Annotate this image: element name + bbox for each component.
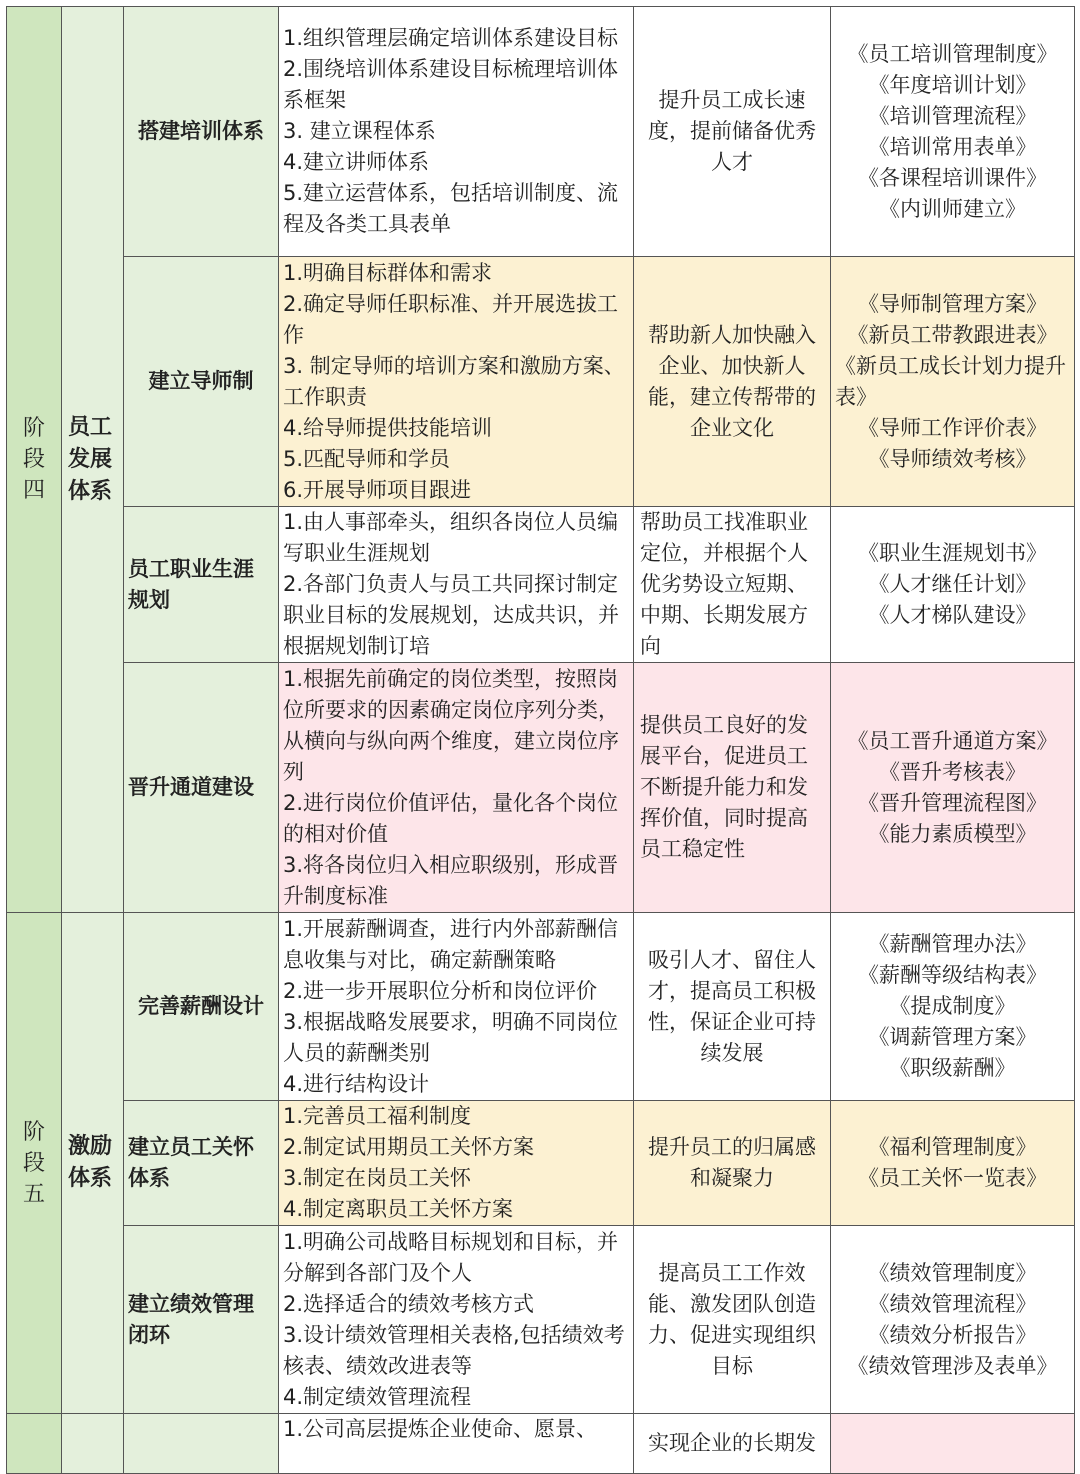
goal-cell: 提升员工成长速度，提前储备优秀人才 [634,7,831,257]
steps-cell: 1.完善员工福利制度 2.制定试用期员工关怀方案 3.制定在岗员工关怀 4.制定离职员工关怀方案 [279,1101,634,1226]
project-cell: 建立导师制 [124,257,279,507]
outputs-cell: 《导师制管理方案》 《新员工带教跟进表》 《新员工成长计划力提升表》 《导师工作评价表》 《导师绩效考核》 [831,257,1075,507]
table-row [7,663,1075,913]
outputs-cell [831,1414,1075,1474]
table-row [7,1226,1075,1414]
outputs-cell: 《职业生涯规划书》 《人才继任计划》 《人才梯队建设》 [831,507,1075,663]
system-cell: 激励体系 [62,913,124,1414]
goal-cell: 提升员工的归属感和凝聚力 [634,1101,831,1226]
goal-cell: 帮助员工找准职业定位，并根据个人优劣势设立短期、中期、长期发展方向 [634,507,831,663]
stage-cell: 阶段四 [7,7,62,913]
goal-cell: 提高员工工作效能、激发团队创造力、促进实现组织目标 [634,1226,831,1414]
table-row [7,257,1075,507]
stage-cell: 阶段五 [7,913,62,1414]
table-row [7,913,1075,1101]
outputs-cell: 《福利管理制度》 《员工关怀一览表》 [831,1101,1075,1226]
goal-cell: 实现企业的长期发 [634,1414,831,1474]
project-cell [124,1414,279,1474]
project-cell: 搭建培训体系 [124,7,279,257]
steps-cell: 1.公司高层提炼企业使命、愿景、 [279,1414,634,1474]
outputs-cell: 《绩效管理制度》 《绩效管理流程》 《绩效分析报告》 《绩效管理涉及表单》 [831,1226,1075,1414]
steps-cell: 1.根据先前确定的岗位类型，按照岗位所要求的因素确定岗位序列分类，从横向与纵向两个维度，建立岗位序列 2.进行岗位价值评估，量化各个岗位的相对价值 3.将各岗位归入相应职级别，形成晋升制度标准 [279,663,634,913]
table-row [7,1101,1075,1226]
table-row [7,1414,1075,1474]
goal-cell: 提供员工良好的发展平台，促进员工不断提升能力和发挥价值，同时提高员工稳定性 [634,663,831,913]
hr-plan-table [6,6,1075,1474]
steps-cell: 1.明确目标群体和需求 2.确定导师任职标准、并开展选拔工作 3. 制定导师的培训方案和激励方案、工作职责 4.给导师提供技能培训 5.匹配导师和学员 6.开展导师项目跟进 [279,257,634,507]
steps-cell: 1.开展薪酬调查，进行内外部薪酬信息收集与对比，确定薪酬策略 2.进一步开展职位分析和岗位评价 3.根据战略发展要求，明确不同岗位人员的薪酬类别 4.进行结构设计 [279,913,634,1101]
project-cell: 建立绩效管理闭环 [124,1226,279,1414]
outputs-cell: 《薪酬管理办法》 《薪酬等级结构表》 《提成制度》 《调薪管理方案》 《职级薪酬》 [831,913,1075,1101]
system-cell: 员工发展体系 [62,7,124,913]
system-cell [62,1414,124,1474]
goal-cell: 帮助新人加快融入企业、加快新人能，建立传帮带的企业文化 [634,257,831,507]
outputs-cell: 《员工培训管理制度》 《年度培训计划》 《培训管理流程》 《培训常用表单》 《各课程培训课件》 《内训师建立》 [831,7,1075,257]
outputs-cell: 《员工晋升通道方案》 《晋升考核表》 《晋升管理流程图》 《能力素质模型》 [831,663,1075,913]
project-cell: 建立员工关怀体系 [124,1101,279,1226]
goal-cell: 吸引人才、留住人才，提高员工积极性，保证企业可持续发展 [634,913,831,1101]
steps-cell: 1.由人事部牵头，组织各岗位人员编写职业生涯规划 2.各部门负责人与员工共同探讨制定职业目标的发展规划，达成共识，并根据规划制订培 [279,507,634,663]
project-cell: 晋升通道建设 [124,663,279,913]
project-cell: 完善薪酬设计 [124,913,279,1101]
project-cell: 员工职业生涯规划 [124,507,279,663]
stage-cell [7,1414,62,1474]
steps-cell: 1.明确公司战略目标规划和目标，并分解到各部门及个人 2.选择适合的绩效考核方式 3.设计绩效管理相关表格,包括绩效考核表、绩效改进表等 4.制定绩效管理流程 [279,1226,634,1414]
steps-cell: 1.组织管理层确定培训体系建设目标 2.围绕培训体系建设目标梳理培训体系框架 3. 建立课程体系 4.建立讲师体系 5.建立运营体系，包括培训制度、流程及各类工具表单 [279,7,634,257]
table-row [7,507,1075,663]
table-row [7,7,1075,257]
